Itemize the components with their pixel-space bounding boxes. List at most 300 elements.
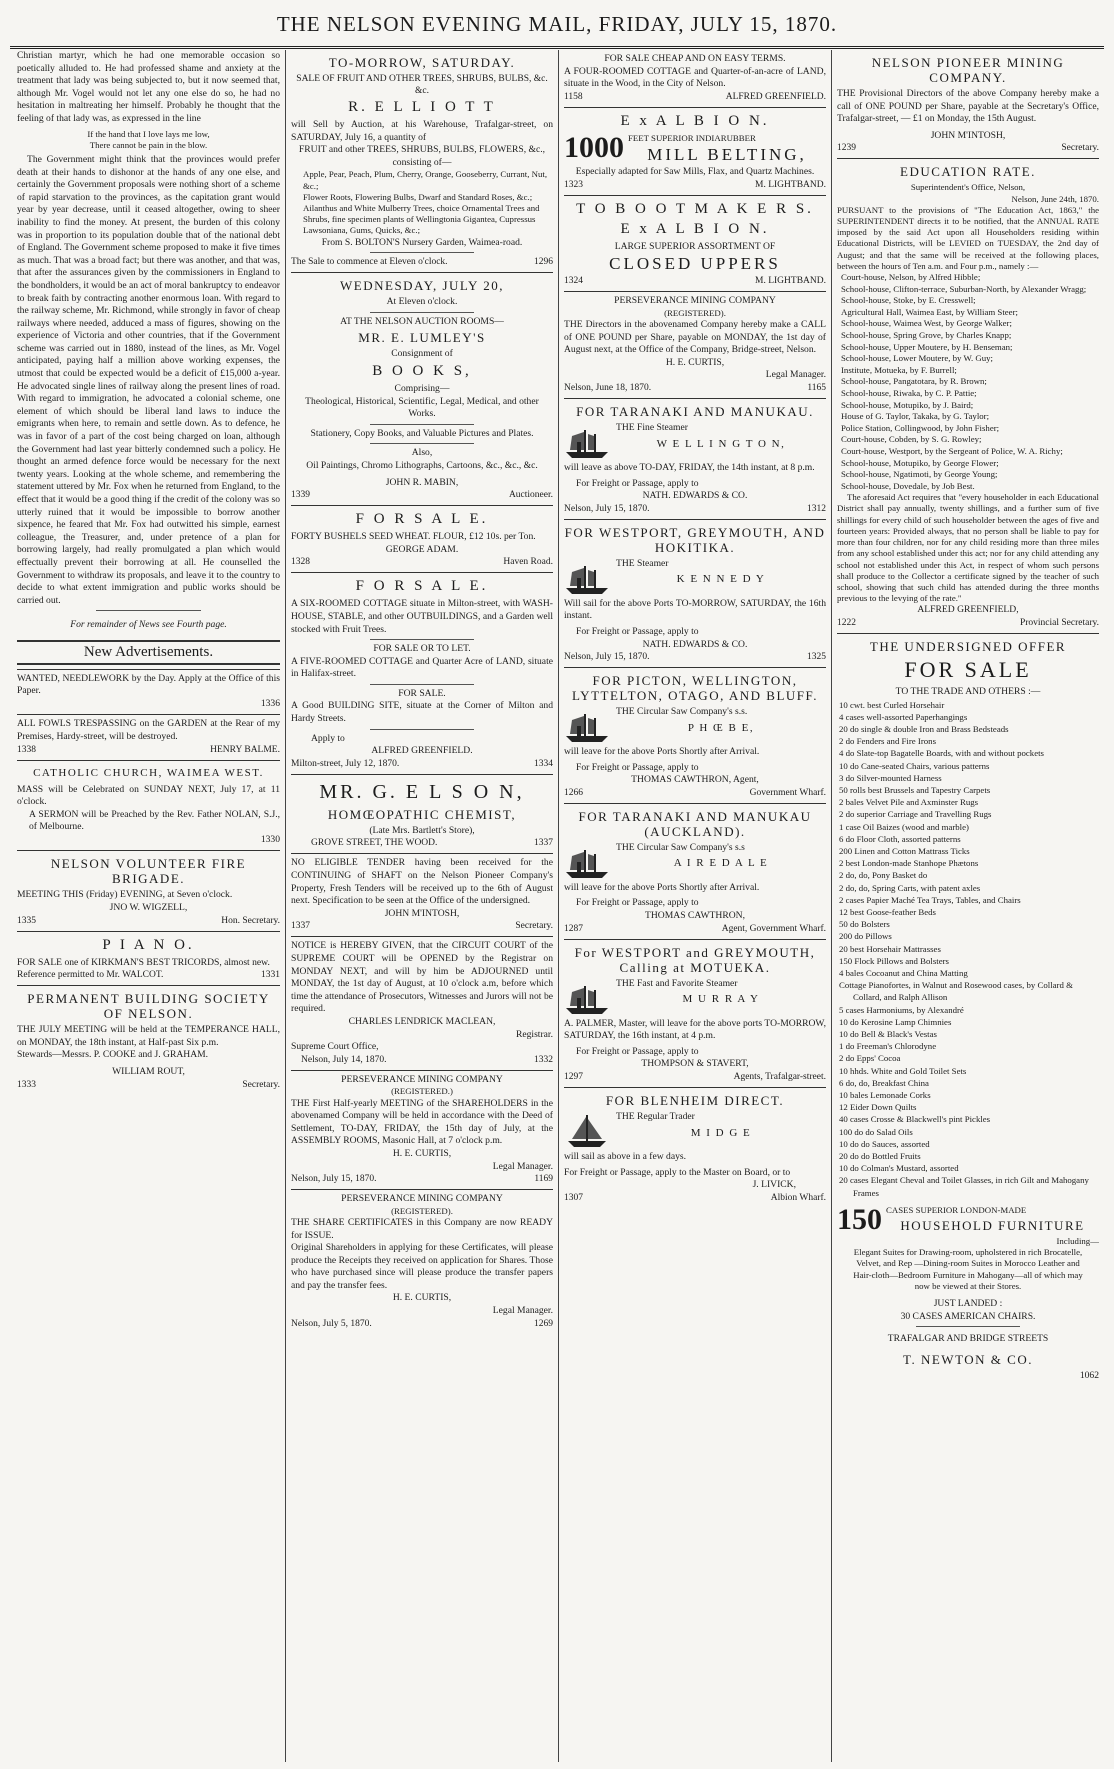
ad-auction-books <box>291 272 553 505</box>
ad-signature: GEORGE ADAM. <box>385 543 459 555</box>
ad-supreme-court <box>291 936 553 1069</box>
ad-heading: FOR BLENHEIM DIRECT. <box>605 1093 785 1109</box>
ad-date: Milton-street, July 12, 1870. <box>291 758 400 769</box>
ad-number: 1062 <box>1079 1369 1099 1381</box>
ad-signature-role: Legal Manager. <box>492 1160 553 1172</box>
ad-subheading: SALE OF FRUIT AND OTHER TREES, SHRUBS, BULBS, &c. &c. <box>296 74 548 96</box>
ad-heading: WEDNESDAY, JULY 20, <box>340 278 504 294</box>
ad-education-rate <box>837 158 1099 633</box>
list-item: 2 do, do, Spring Carts, with patent axles <box>839 882 981 893</box>
ad-body: 30 CASES AMERICAN CHAIRS. <box>900 1310 1036 1322</box>
verse-line: If the hand that I love lays me low, <box>87 128 210 139</box>
ad-heading: CATHOLIC CHURCH, WAIMEA WEST. <box>33 766 264 779</box>
ad-cottage-cheap <box>564 50 826 107</box>
ad-number: 1323 <box>564 179 583 190</box>
list-item: Institute, Motueka, by F. Burrell; <box>841 364 957 375</box>
ad-body: THE Regular Trader <box>616 1111 695 1123</box>
ad-number: 1336 <box>260 697 280 709</box>
list-item: House of G. Taylor, Takaka, by G. Taylor; <box>841 411 990 422</box>
ad-body: A SERMON will be Preached by the Rev. Father NOLAN, S.J., of Melbourne. <box>29 808 280 833</box>
list-item: 10 do Colman's Mustard, assorted <box>839 1163 959 1174</box>
ad-heading: FOR WESTPORT, GREYMOUTH, AND HOKITIKA. <box>564 524 826 555</box>
list-item: 4 bales Cocoanut and China Matting <box>839 967 968 978</box>
list-item: 2 do Epps' Cocoa <box>839 1053 901 1064</box>
ad-body: TO THE TRADE AND OTHERS :— <box>895 685 1041 697</box>
ad-signature: ALFRED GREENFIELD, <box>917 604 1019 616</box>
list-item: 1 case Oil Baizes (wood and marble) <box>839 821 969 832</box>
list-item: 40 cases Crosse & Blackwell's pint Pickles <box>839 1114 991 1125</box>
list-item: 1 do Freeman's Chlorodyne <box>839 1041 937 1052</box>
ad-heading: NELSON VOLUNTEER FIRE BRIGADE. <box>50 856 247 887</box>
ad-number: 1328 <box>291 557 310 568</box>
chemist-name: MR. G. E L S O N, <box>319 780 525 803</box>
ad-time: At Eleven o'clock. <box>386 296 458 308</box>
ad-steamer-kennedy <box>564 519 826 667</box>
ad-body: LARGE SUPERIOR ASSORTMENT OF <box>614 240 776 252</box>
article-paragraph: Christian martyr, which he had one memorable occasion so poetically alluded to. He had professed shame and anxiety at the treatment that lady was being subjected to, but it now seemed that, although Mr. Vogel would not let any one else do so, he had no hesitation in maltreating her himself. Probably he thought that the feeling of that lady was, as expressed in the line <box>17 50 280 124</box>
ad-date: Nelson, July 15, 1870. <box>564 503 650 514</box>
list-item: Court-house, Cobden, by S. G. Rowley; <box>841 434 982 445</box>
ad-pioneer-mining <box>837 50 1099 158</box>
list-item: 12 Eider Down Quilts <box>839 1102 917 1113</box>
ad-trader-midge <box>564 1087 826 1208</box>
ad-number: 1337 <box>534 838 553 849</box>
ship-icon <box>564 1111 610 1149</box>
ad-body: will leave for the above Ports Shortly after Arrival. <box>564 746 760 758</box>
collection-places <box>837 272 1099 492</box>
list-item: 2 do superior Carriage and Travelling Rugs <box>839 809 992 820</box>
ad-body: Reference permitted to Mr. WALCOT. <box>17 970 164 981</box>
ad-body: From S. BOLTON'S Nursery Garden, Waimea-road. <box>321 236 523 248</box>
ad-signature: M. LIGHTBAND. <box>755 276 826 287</box>
item: Ailanthus and White Mulberry Trees, choice Ornamental Trees and Shrubs, fine specimen plants of Wellingtonia Gigantea, Cupressus Lawsoniana, Gums, Quicks, &c.; <box>303 202 540 236</box>
ad-body: will leave as above TO-DAY, FRIDAY, the 14th instant, at 8 p.m. <box>564 461 815 473</box>
ad-body: Also, <box>411 447 433 459</box>
ad-cottages <box>291 572 553 774</box>
ad-heading: PERSEVERANCE MINING COMPANY <box>341 1073 503 1085</box>
list-item: 2 best London-made Stanhope Phætons <box>839 858 979 869</box>
article-paragraph: The Government might think that the provinces would prefer death at their hands to dishonor at the hands of any one else, and certainly the Government proposals were nothing short of a scheme of rapid starvation to the provinces, as the capitation grant would year by year decrease, until it ceased altogether, owing to sheer inability to find the money. At present, the burden of this colony was in proportion to its population double that of the national debt of England. The Government scheme proposed to make it five times as much. That was a broad fact; but there was another, and that was, that after the assurances given by the commissioners in England to the bondholders, it would be an act of moral bankruptcy to endeavor to break faith by contracting another enormous loan. With regard to the railway scheme, Mr. Richmond, while strongly in favor of cheap railways where needed, adduced a mass of figures, showing on the experience of Victoria and other countries, that if the Government scheme was carried out in 1880, instead of the lines, as Mr. Vogel anticipated, paying half a million above working expenses, the utmost that could be expected would be a deficit of £15,000 a-year. He advocated single lines of railway along the present lines of road. With regard to immigration, he advocated a colonial scheme, one element of which should be liberal land laws to induce the emigrants when here, to remain and settle down. As to defence, he was in favor of a part of the cost being charged on loan, although the Government had last year bitterly condemned such a policy. He thought an armed defence force would be necessary for the next twenty years. Looking at the whole scheme, and remembering the statement uttered by Mr. Fox when he returned from England, to the effect that it would be a good thing if the credit of the colony was so utterly ruined that it would be impossible to borrow another sixpence, he feared that Mr. Fox had outwitted his simple, earnest colleague, the Treasurer, and, under pretence of a plan for borrowing largely, had really promulgated a plan which would effectually prevent their borrowing at all. He counselled the Government to withdraw its proposals, and leave it to the country to decide to what extent immigration and public works should be carried out. <box>17 153 280 606</box>
ad-number: 1165 <box>807 382 826 393</box>
ad-signature-role: Hon. Secretary. <box>221 915 280 926</box>
ad-number: 1269 <box>534 1318 553 1329</box>
ad-mill-belting <box>564 107 826 195</box>
ad-piano <box>17 931 280 986</box>
ad-body: Elegant Suites for Drawing-room, upholstered in rich Brocatelle, Velvet, and Rep —Dining-room Suites in Morocco Leather and Hair-cloth—Bedroom Furniture in Mahogany—all of which may now be viewed at their Stores. <box>853 1247 1083 1291</box>
ad-signature-role: Secretary. <box>515 921 553 932</box>
ad-number: 1158 <box>564 91 583 102</box>
ad-number: 1312 <box>807 503 826 514</box>
ship-name: K E N N E D Y <box>676 573 766 586</box>
item: Apple, Pear, Peach, Plum, Cherry, Orange, Gooseberry, Currant, Nut, &c.; <box>303 169 548 191</box>
ad-address: TRAFALGAR AND BRIDGE STREETS <box>887 1333 1049 1345</box>
quantity-figure: 1000 <box>564 132 624 164</box>
masthead-title: THE NELSON EVENING MAIL, FRIDAY, JULY 15, 1870. <box>276 12 838 36</box>
ad-subheading: FOR SALE OR TO LET. <box>373 643 471 655</box>
ad-wanted <box>17 669 280 715</box>
list-item: 3 do Silver-mounted Harness <box>839 772 942 783</box>
ad-body: Oil Paintings, Chromo Lithographs, Cartoons, &c., &c., &c. <box>306 459 538 471</box>
ad-number: 1330 <box>260 833 280 845</box>
ad-signature-role: Auctioneer. <box>508 490 553 501</box>
list-item: Court-house, Westport, by the Sergeant of Police, W. A. Richy; <box>841 445 1063 456</box>
ad-signature: JNO W. WIGZELL, <box>109 902 188 914</box>
ad-heading: P I A N O. <box>102 936 195 953</box>
ship-icon <box>564 706 610 744</box>
ad-number: 1287 <box>564 923 583 934</box>
list-item: Cottage Pianofortes, in Walnut and Rosewood cases, by Collard & Collard, and Ralph Allison <box>839 980 1073 1003</box>
ad-address: Haven Road. <box>503 557 553 568</box>
ad-body: The aforesaid Act requires that "every householder in each Educational District shall pay annually, twenty shillings, and a further sum of five shillings for every child of such householder between the ages of five and fourteen years: Provided always, that no person shall be liable to pay for more than four children, nor for any child residing more than three miles from any school established under this act; nor for any child attending any school not established under this Act, in respect of whom such persons shall produce to the Collector a certificate signed by the teacher of such school, showing that such child has attended during the three months previous to the levying of the rate." <box>837 492 1099 604</box>
ad-body: THE SHARE CERTIFICATES in this Company are now READY for ISSUE. <box>291 1216 553 1241</box>
list-item: 2 do Fenders and Fire Irons <box>839 736 936 747</box>
ad-agent: THOMPSON & STAVERT, <box>641 1058 749 1070</box>
ad-signature-role: Registrar. <box>515 1028 553 1040</box>
ad-body: For Freight or Passage, apply to <box>576 897 699 909</box>
ad-signature: JOHN R. MABIN, <box>385 476 459 488</box>
list-item: 2 do, do, Pony Basket do <box>839 870 928 881</box>
ad-heading: T O B O O T M A K E R S. <box>576 200 814 217</box>
ad-body: A. PALMER, Master, will leave for the above ports TO-MORROW, SATURDAY, the 16th instant, at 4 p.m. <box>564 1017 826 1042</box>
item: Flower Roots, Flowering Bulbs, Dwarf and Standard Roses, &c.; <box>303 191 533 202</box>
list-item: 12 best Goose-feather Beds <box>839 906 936 917</box>
ad-heading: F O R S A L E. <box>355 511 489 528</box>
verse <box>17 129 280 151</box>
ad-body: FEET SUPERIOR INDIARUBBER <box>628 132 756 143</box>
list-item: Police Station, Collingwood, by John Fisher; <box>841 422 1000 433</box>
ad-number: 1333 <box>17 1079 36 1090</box>
ad-signature: JOHN M'INTOSH, <box>930 129 1006 141</box>
ad-body: For Freight or Passage, apply to <box>576 1045 699 1057</box>
ad-address: GROVE STREET, THE WOOD. <box>311 838 438 849</box>
ad-body: A FOUR-ROOMED COTTAGE and Quarter-of-an-acre of LAND, situate in the Wood, in the City of Nelson. <box>564 65 826 90</box>
ad-signature: H. E. CURTIS, <box>392 1147 452 1159</box>
ad-perseverance-call <box>564 291 826 398</box>
list-item: 20 cases Elegant Cheval and Toilet Glasses, in rich Gilt and Mahogany Frames <box>839 1175 1089 1198</box>
goods-list <box>837 699 1099 1199</box>
ad-body: will sail as above in a few days. <box>564 1151 687 1163</box>
product-name: CLOSED UPPERS <box>609 254 781 274</box>
ad-date: Nelson, July 15, 1870. <box>291 1174 377 1185</box>
list-item: 2 cases Papier Maché Tea Trays, Tables, and Chairs <box>839 894 1021 905</box>
list-item: School-house, Spring Grove, by Charles Knapp; <box>841 329 1012 340</box>
ad-number: 1239 <box>837 143 856 154</box>
ad-place: Albion Wharf. <box>770 1192 826 1203</box>
list-item: School-house, Clifton-terrace, Suburban-North, by Alexander Wragg; <box>841 283 1087 294</box>
ad-heading: E x A L B I O N. <box>620 112 770 129</box>
ad-steamer-airedale <box>564 803 826 939</box>
auctioneer-name: R. E L L I O T T <box>348 99 496 115</box>
remainder-note: For remainder of News see Fourth page. <box>70 619 227 631</box>
quantity-figure: 150 <box>837 1204 882 1236</box>
ad-number: 1222 <box>837 617 856 628</box>
ad-body: For Freight or Passage, apply to <box>576 625 699 637</box>
ad-heading: PERSEVERANCE MINING COMPANY <box>614 295 776 307</box>
ad-seed-wheat <box>291 505 553 572</box>
ad-agent: J. LIVICK, <box>752 1179 796 1191</box>
ad-body: THE Circular Saw Company's s.s. <box>616 706 748 718</box>
list-item: 20 best Horsehair Mattrasses <box>839 943 941 954</box>
ad-agent: THOMAS CAWTHRON, Agent, <box>631 774 759 786</box>
ad-date: Nelson, July 5, 1870. <box>291 1318 372 1329</box>
ad-number: 1332 <box>534 1054 553 1065</box>
ship-name: P H Œ B E, <box>687 721 755 734</box>
list-item: 10 bales Lemonade Corks <box>839 1090 931 1100</box>
ad-body: The Sale to commence at Eleven o'clock. <box>291 257 448 268</box>
ad-heading: For WESTPORT and GREYMOUTH, Calling at MOTUEKA. <box>574 944 816 975</box>
list-item: School-house, Upper Moutere, by H. Benseman; <box>841 341 1013 352</box>
ad-body: For Freight or Passage, apply to <box>576 477 699 489</box>
ad-body: (Late Mrs. Bartlett's Store), <box>369 824 475 836</box>
ad-heading: FOR TARANAKI AND MANUKAU (AUCKLAND). <box>578 808 812 839</box>
ad-steamer-wellington <box>564 398 826 519</box>
list-item: 5 cases Harmoniums, by Alexandré <box>839 1004 964 1015</box>
ad-heading: NELSON PIONEER MINING COMPANY. <box>871 55 1065 85</box>
ad-heading: TO-MORROW, SATURDAY. <box>328 55 516 70</box>
ad-subheading: FOR SALE. <box>398 687 446 699</box>
list-item: 10 do Cane-seated Chairs, various patterns <box>839 760 990 771</box>
ad-agent: THOMAS CAWTHRON, <box>645 910 745 922</box>
ad-body: MASS will be Celebrated on SUNDAY NEXT, July 17, at 11 o'clock. <box>17 783 280 808</box>
ad-body: A FIVE-ROOMED COTTAGE and Quarter Acre of LAND, situate in Halifax-street. <box>291 655 553 680</box>
list-item: Agricultural Hall, Waimea East, by William Steer; <box>841 306 1018 317</box>
ad-signature: WILLIAM ROUT, <box>112 1066 185 1078</box>
ad-number: 1296 <box>534 257 553 268</box>
ad-subheading: (REGISTERED). <box>664 307 726 318</box>
ad-signature: ALFRED GREENFIELD. <box>371 745 473 757</box>
columns <box>12 50 1104 1762</box>
list-item: School-house, Riwaka, by C. P. Pattie; <box>841 387 977 398</box>
ad-body: NOTICE is HEREBY GIVEN, that the CIRCUIT COURT of the SUPREME COURT will be OPENED by the Registrar on MONDAY NEXT, and will by him be ADJOURNED until MONDAY, the 1st day of August, at 10 o'clock a.m, before which time the attendance of Prosecutors, Witnesses and Jurors will not be required. <box>291 940 553 1015</box>
ad-number: 1297 <box>564 1072 583 1083</box>
ad-heading: THE UNDERSIGNED OFFER <box>869 638 1067 654</box>
ad-number: 1337 <box>291 921 310 932</box>
list-item: 6 do, do, Breakfast China <box>839 1077 929 1088</box>
ad-date: Nelson, July 14, 1870. <box>301 1054 387 1065</box>
ad-subheading: FRUIT and other TREES, SHRUBS, BULBS, FLOWERS, &c., consisting of— <box>298 144 546 168</box>
product-name: MILL BELTING, <box>647 144 807 164</box>
ad-signature-role: Secretary. <box>1061 143 1099 154</box>
list-item: School-house, Pangatotara, by R. Brown; <box>841 376 987 387</box>
ad-bootmakers <box>564 195 826 292</box>
ad-tender <box>291 853 553 936</box>
ad-building-society <box>17 985 280 1094</box>
list-item: 10 do Kerosine Lamp Chimnies <box>839 1016 952 1027</box>
ad-body: CASES SUPERIOR LONDON-MADE <box>886 1204 1027 1215</box>
ad-number: 1307 <box>564 1192 583 1203</box>
ad-body: Original Shareholders in applying for these Certificates, will please produce the Receipts they received on application for Shares. Those who have purchased since will please produce the transfer papers and pay the transfer fees. <box>291 1242 553 1291</box>
ad-date: Nelson, July 15, 1870. <box>564 652 650 663</box>
list-item: 20 do do Bottled Fruits <box>839 1151 921 1162</box>
ad-steamer-phoebe <box>564 667 826 803</box>
ad-place: Agents, Trafalgar-street. <box>733 1072 826 1083</box>
ad-body: PURSUANT to the provisions of "The Education Act, 1863," the SUPERINTENDENT directs it to be notified, that the ANNUAL RATE imposed by the said Act upon all Householders residing within Educational Districts, will be LEVIED on TUESDAY, the 2nd day of August; and that the same will be received at the following places, between the hours of Ten a.m. and Four p.m., namely :— <box>837 204 1099 271</box>
ad-body: Stationery, Copy Books, and Valuable Pictures and Plates. <box>310 427 534 439</box>
ad-perseverance-meeting <box>291 1070 553 1189</box>
ad-body: A Good BUILDING SITE, situate at the Corner of Milton and Hardy Streets. <box>291 700 553 725</box>
ship-icon <box>564 558 610 596</box>
ad-subheading: (REGISTERED.) <box>391 1086 453 1097</box>
list-item: 10 cwt. best Curled Horsehair <box>839 699 945 710</box>
ad-signature: M. LIGHTBAND. <box>755 179 826 190</box>
list-item: 200 Linen and Cotton Mattrass Ticks <box>839 845 970 856</box>
ad-body: Especially adapted for Saw Mills, Flax, and Quartz Machines. <box>575 165 815 177</box>
ad-subheading: FOR SALE <box>904 656 1032 682</box>
ad-signature: T. NEWTON & CO. <box>903 1351 1033 1367</box>
list-item: 4 cases well-assorted Paperhangings <box>839 711 968 722</box>
ad-body: ALL FOWLS TRESPASSING on the GARDEN at the Rear of my Premises, Hardy-street, will be destroyed. <box>17 718 280 742</box>
ad-agent: NATH. EDWARDS & CO. <box>642 490 748 502</box>
ad-body: THE Steamer <box>616 557 669 569</box>
list-item: 2 bales Velvet Pile and Axminster Rugs <box>839 797 979 808</box>
ad-chemist <box>291 774 553 854</box>
ad-number: 1338 <box>17 744 36 755</box>
ad-number: 1334 <box>534 758 553 769</box>
ad-perseverance-certificates <box>291 1189 553 1334</box>
list-item: School-house, Waimea West, by George Walker; <box>841 318 1012 329</box>
ad-body: FOR SALE one of KIRKMAN'S BEST TRICORDS, almost new. <box>17 956 270 968</box>
ad-agent: NATH. EDWARDS & CO. <box>642 638 748 650</box>
ad-signature-role: Legal Manager. <box>765 369 826 381</box>
list-item: Court-house, Nelson, by Alfred Hibble; <box>841 272 981 282</box>
ad-fowls <box>17 714 280 759</box>
ad-body: THE Directors in the abovenamed Company hereby make a CALL of ONE POUND per Share, payable on MONDAY, the 1st day of August next, at the Office of the Company, Bridge-street, Nelson. <box>564 318 826 356</box>
ad-number: 1335 <box>17 915 36 926</box>
column-2 <box>285 50 558 1762</box>
ad-signature-role: Secretary. <box>242 1079 280 1090</box>
ship-name: W E L L I N G T O N, <box>656 437 786 450</box>
ad-body: THE Fine Steamer <box>616 421 688 433</box>
list-item: 10 hhds. White and Gold Toilet Sets <box>839 1065 967 1076</box>
list-item: 150 Flock Pillows and Bolsters <box>839 955 949 966</box>
ad-body: Apply to <box>311 732 345 744</box>
column-4 <box>831 50 1104 1762</box>
list-item: 200 do Pillows <box>839 931 892 942</box>
ad-heading: FOR SALE CHEAP AND ON EASY TERMS. <box>604 53 786 64</box>
ad-body: For Freight or Passage, apply to <box>576 761 699 773</box>
ad-body: THE JULY MEETING will be held at the TEMPERANCE HALL, on MONDAY, the 18th instant, at Half-past Six p.m. <box>17 1024 280 1048</box>
ad-body: Consignment of <box>391 348 453 360</box>
ad-number: 1331 <box>261 970 280 981</box>
ad-body: Comprising— <box>394 382 450 394</box>
list-item: 50 rolls best Brussels and Tapestry Carpets <box>839 784 991 795</box>
ad-body: NO ELIGIBLE TENDER having been received for the CONTINUING of SHAFT on the Nelson Pioneer Company's Property, Fresh Tenders will be received up to the 6th of August next. Specification to be seen at the Office of the undersigned. <box>291 857 553 907</box>
list-item: School-house, Motupiko, by George Flower; <box>841 457 999 468</box>
ad-body: THE Fast and Favorite Steamer <box>616 977 738 989</box>
ad-body: A SIX-ROOMED COTTAGE situate in Milton-street, with WASH-HOUSE, STABLE, and other OUTBUILDINGS, and a Garden well stocked with Fruit Trees. <box>291 598 553 635</box>
ship-name: M I D G E <box>690 1126 752 1139</box>
ad-heading: PERMANENT BUILDING SOCIETY OF NELSON. <box>27 991 270 1022</box>
section-heading: New Advertisements. <box>17 640 280 665</box>
ad-body: will leave for the above Ports Shortly after Arrival. <box>564 881 760 893</box>
ad-number: 1324 <box>564 276 583 287</box>
ad-number: 1266 <box>564 787 583 798</box>
list-item: 4 do Slate-top Bagatelle Boards, with and without pockets <box>839 748 1044 759</box>
ad-number: 1325 <box>807 652 826 663</box>
ad-signature-role: Provincial Secretary. <box>1019 617 1099 628</box>
list-item: School-house, Motupiko, by J. Baird; <box>841 399 974 410</box>
list-item: 50 do Bolsters <box>839 919 890 930</box>
ad-steamer-murray <box>564 939 826 1087</box>
ad-place: Agent, Government Wharf. <box>721 923 826 934</box>
ad-office: Supreme Court Office, <box>291 1041 379 1053</box>
ad-body: THE Provisional Directors of the above Company hereby make a call of ONE POUND per Share, payable at the Secretary's Office, Trafalgar-street, — £1 on Monday, the 15th August. <box>837 88 1099 125</box>
ad-date: Nelson, June 24th, 1870. <box>1011 193 1099 204</box>
ad-body: will Sell by Auction, at his Warehouse, Trafalgar-street, on SATURDAY, July 16, a quantity of <box>291 119 553 143</box>
ad-body: For Freight or Passage, apply to the Master on Board, or to <box>564 1166 791 1178</box>
ad-body: WANTED, NEEDLEWORK by the Day. Apply at the Office of this Paper. <box>17 672 280 697</box>
ad-subheading: (REGISTERED). <box>391 1205 453 1216</box>
consignor-name: MR. E. LUMLEY'S <box>358 330 486 346</box>
ad-body: THE Circular Saw Company's s.s <box>616 841 745 853</box>
books-heading: B O O K S, <box>372 362 472 379</box>
verse-line: There cannot be pain in the blow. <box>89 139 208 150</box>
ad-number: 1339 <box>291 490 310 501</box>
list-item: 10 do Bell & Black's Vestas <box>839 1028 937 1039</box>
ad-heading: EDUCATION RATE. <box>900 164 1036 180</box>
ad-subheading: E x A L B I O N. <box>620 220 770 237</box>
ship-icon <box>564 422 610 460</box>
list-item: 100 do do Salad Oils <box>839 1126 913 1137</box>
list-item: 6 do Floor Cloth, assorted patterns <box>839 833 961 844</box>
ad-fire-brigade <box>17 850 280 930</box>
ad-signature: HENRY BALME. <box>210 744 280 755</box>
ship-icon <box>564 842 610 880</box>
ad-signature: H. E. CURTIS, <box>392 1292 452 1304</box>
ad-signature: ALFRED GREENFIELD. <box>725 91 826 102</box>
ad-signature-role: Legal Manager. <box>492 1305 553 1317</box>
ad-subheading: HOUSEHOLD FURNITURE <box>900 1218 1085 1234</box>
ad-body: Will sail for the above Ports TO-MORROW, SATURDAY, the 16th instant. <box>564 597 826 622</box>
list-item: School-house, Dovedale, by Job Best. <box>841 480 975 491</box>
ad-body: Theological, Historical, Scientific, Legal, Medical, and other Works. <box>305 395 539 420</box>
ad-heading: FOR PICTON, WELLINGTON, LYTTELTON, OTAGO, AND BLUFF. <box>572 673 818 704</box>
ad-body: Including— <box>1056 1236 1099 1247</box>
ad-body: Stewards—Messrs. P. COOKE and J. GRAHAM. <box>17 1049 209 1061</box>
column-1 <box>12 50 285 1762</box>
list-item: 10 do do Sauces, assorted <box>839 1138 930 1149</box>
ad-date: Nelson, June 18, 1870. <box>564 382 652 393</box>
ad-signature: H. E. CURTIS, <box>665 356 725 368</box>
ad-heading: F O R S A L E. <box>355 578 489 595</box>
list-item: 20 do single & double Iron and Brass Bedsteads <box>839 723 1009 734</box>
list-item: School-house, Ngatimoti, by George Young; <box>841 469 998 480</box>
ship-name: A I R E D A L E <box>673 857 769 870</box>
ad-number: 1169 <box>534 1174 553 1185</box>
chemist-title: HOMŒOPATHIC CHEMIST, <box>327 806 517 822</box>
list-item: School-house, Stoke, by E. Cresswell; <box>841 295 976 306</box>
ad-location: AT THE NELSON AUCTION ROOMS— <box>340 315 504 327</box>
ad-body: FORTY BUSHELS SEED WHEAT. FLOUR, £12 10s. per Ton. <box>291 531 536 543</box>
ad-signature: JOHN M'INTOSH, <box>384 907 460 919</box>
masthead <box>10 6 1104 49</box>
ship-name: M U R R A Y <box>682 993 760 1006</box>
ad-signature: CHARLES LENDRICK MACLEAN, <box>348 1015 496 1027</box>
ad-office: Superintendent's Office, Nelson, <box>910 182 1026 193</box>
ship-icon <box>564 978 610 1016</box>
ad-heading: FOR TARANAKI AND MANUKAU. <box>576 403 814 419</box>
ad-newton-offer <box>837 633 1099 1387</box>
ad-body: JUST LANDED : <box>933 1298 1003 1310</box>
ad-heading: PERSEVERANCE MINING COMPANY <box>341 1193 503 1205</box>
list-item: School-house, Lower Moutere, by W. Guy; <box>841 353 993 364</box>
ad-body: MEETING THIS (Friday) EVENING, at Seven o'clock. <box>17 889 233 901</box>
column-3 <box>558 50 831 1762</box>
ad-place: Government Wharf. <box>749 787 826 798</box>
ad-church <box>17 760 280 851</box>
ad-auction-trees <box>291 50 553 272</box>
ad-body: THE First Half-yearly MEETING of the SHAREHOLDERS in the abovenamed Company will be held in accordance with the Deed of Settlement, TO-DAY, FRIDAY, the 15th day of July, at the ASSEMBLY ROOMS, Masonic Hall, at 7 o'clock p.m. <box>291 1097 553 1147</box>
